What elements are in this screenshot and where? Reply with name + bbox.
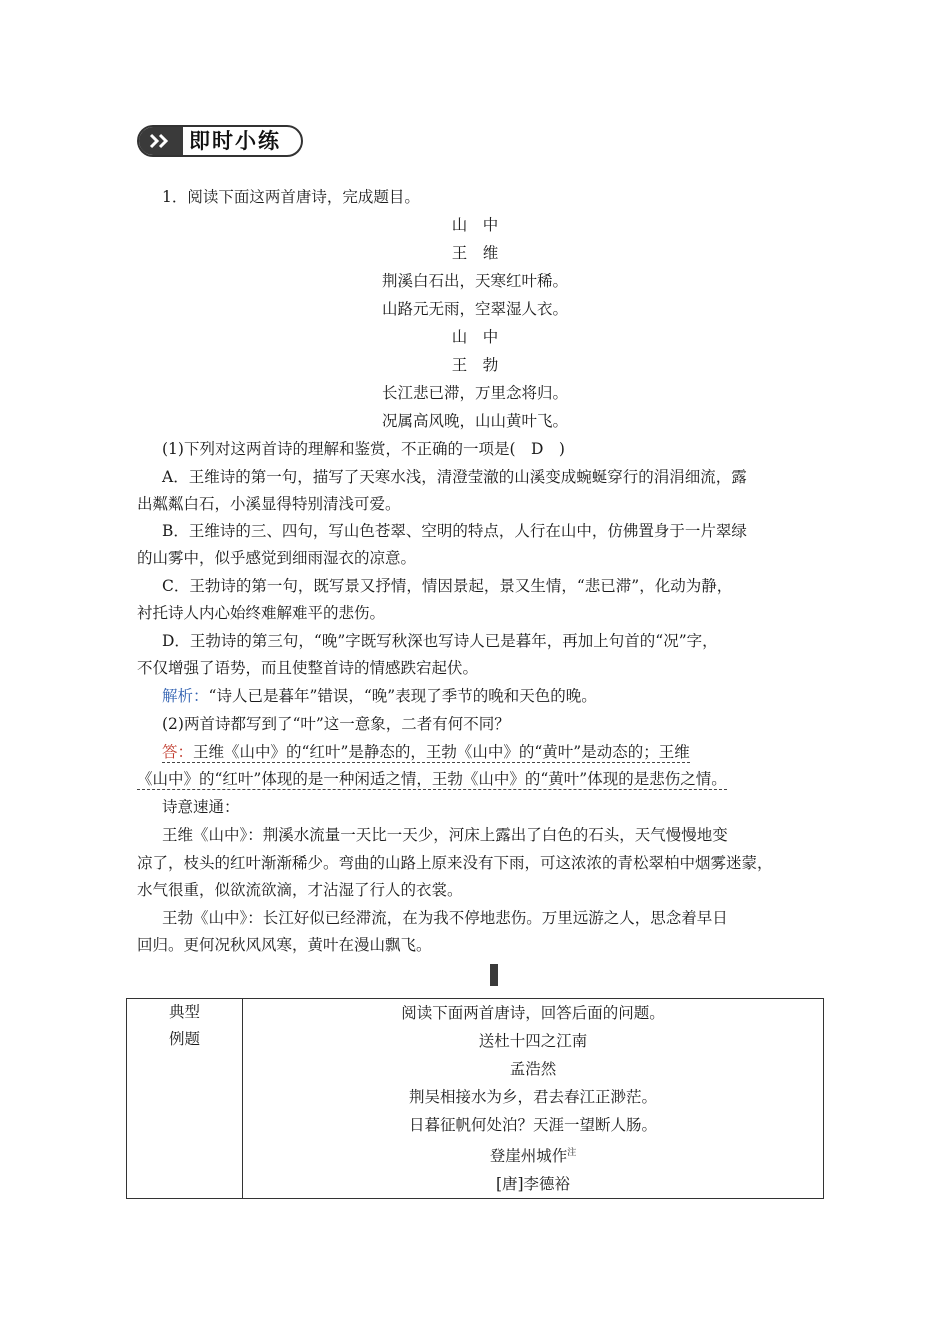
translation1-line1: 王维《山中》：荆溪水流量一天比一天少，河床上露出了白色的石头，天气慢慢地变: [162, 826, 728, 844]
translation1-line3: 水气很重，似欲流欲滴，才沾湿了行人的衣裳。: [137, 881, 463, 899]
example-table: [126, 998, 824, 1199]
section-banner: [137, 125, 303, 157]
poem-title-text: 登崖州城作: [489, 1147, 568, 1166]
sub-question-2: (2)两首诗都写到了“叶”这一意象，二者有何不同？: [162, 715, 510, 733]
poem-author: 王 维: [451, 244, 499, 262]
question-stem: 1．阅读下面这两首唐诗，完成题目。: [162, 188, 420, 206]
translation1-line2: 凉了，枝头的红叶渐渐稀少。弯曲的山路上原来没有下雨，可这浓浓的青松翠柏中烟雾迷蒙，: [137, 854, 773, 872]
poem-line: 山路元无雨，空翠湿人衣。: [381, 300, 568, 318]
option-b-line2: 的山雾中，似乎感觉到细雨湿衣的凉意。: [137, 549, 417, 567]
option-a-line1: A．王维诗的第一句，描写了天寒水浅，清澄莹澈的山溪变成蜿蜒穿行的涓涓细流，露: [162, 468, 747, 486]
example-label-cell: [127, 999, 243, 1199]
poem-line: 况属高风晚，山山黄叶飞。: [381, 412, 568, 430]
translation-heading: 诗意速通：: [162, 798, 240, 816]
poem-title: [243, 1139, 823, 1170]
poem-author: 孟浩然: [509, 1060, 557, 1078]
section-divider-mark: [490, 964, 498, 986]
poem-line: 荆溪白石出，天寒红叶稀。: [381, 272, 568, 290]
answer-label: 答：: [162, 743, 194, 761]
poem-line: 荆吴相接水为乡，君去春江正渺茫。: [408, 1088, 657, 1106]
poem-author: [唐]李德裕: [495, 1175, 571, 1194]
poem-title: 山 中: [451, 328, 499, 346]
answer-line2: 《山中》的“红叶”体现的是一种闲适之情，王勃《山中》的“黄叶”体现的是悲伤之情。: [137, 770, 727, 788]
option-a-line2: 出粼粼白石，小溪显得特别清浅可爱。: [137, 495, 401, 513]
option-d-line2: 不仅增强了语势，而且使整首诗的情感跌宕起伏。: [137, 659, 479, 677]
double-chevron-icon: [139, 127, 183, 155]
poem-author: 王 勃: [451, 356, 499, 374]
example-label-line: 例题: [168, 1030, 200, 1048]
analysis-label: 解析：: [162, 687, 209, 705]
option-d-line1: D．王勃诗的第三句，“晚”字既写秋深也写诗人已是暮年，再加上句首的“况”字，: [162, 632, 718, 650]
translation2-line2: 回归。更何况秋风风寒，黄叶在漫山飘飞。: [137, 936, 432, 954]
poem-line: 日暮征帆何处泊？天涯一望断人肠。: [408, 1116, 657, 1134]
option-c-line1: C．王勃诗的第一句，既写景又抒情，情因景起，景又生情，“悲已滞”，化动为静，: [162, 577, 733, 595]
option-c-line2: 衬托诗人内心始终难解难平的悲伤。: [137, 604, 386, 622]
example-intro: 阅读下面两首唐诗，回答后面的问题。: [401, 1004, 665, 1022]
analysis: [162, 686, 597, 706]
option-b-line1: B．王维诗的三、四句，写山色苍翠、空明的特点，人行在山中，仿佛置身于一片翠绿: [162, 522, 747, 540]
sub-question-1: (1)下列对这两首诗的理解和鉴赏，不正确的一项是( D ): [162, 440, 565, 458]
answer-text: 王维《山中》的“红叶”是静态的，王勃《山中》的“黄叶”是动态的；王维: [193, 743, 690, 761]
translation2-line1: 王勃《山中》：长江好似已经滞流，在为我不停地悲伤。万里远游之人，思念着早日: [162, 909, 728, 927]
analysis-text: “诗人已是暮年”错误，“晚”表现了季节的晚和天色的晚。: [208, 687, 597, 705]
example-content-cell: [243, 999, 824, 1199]
answer-line1: [162, 742, 690, 763]
poem-title: 送杜十四之江南: [478, 1032, 588, 1050]
footnote-marker: 注: [567, 1148, 577, 1158]
example-label-line: 典型: [168, 1003, 200, 1021]
poem-title: 山 中: [451, 216, 499, 234]
poem-line: 长江悲已滞，万里念将归。: [381, 384, 568, 402]
banner-title: 即时小练: [189, 129, 281, 153]
